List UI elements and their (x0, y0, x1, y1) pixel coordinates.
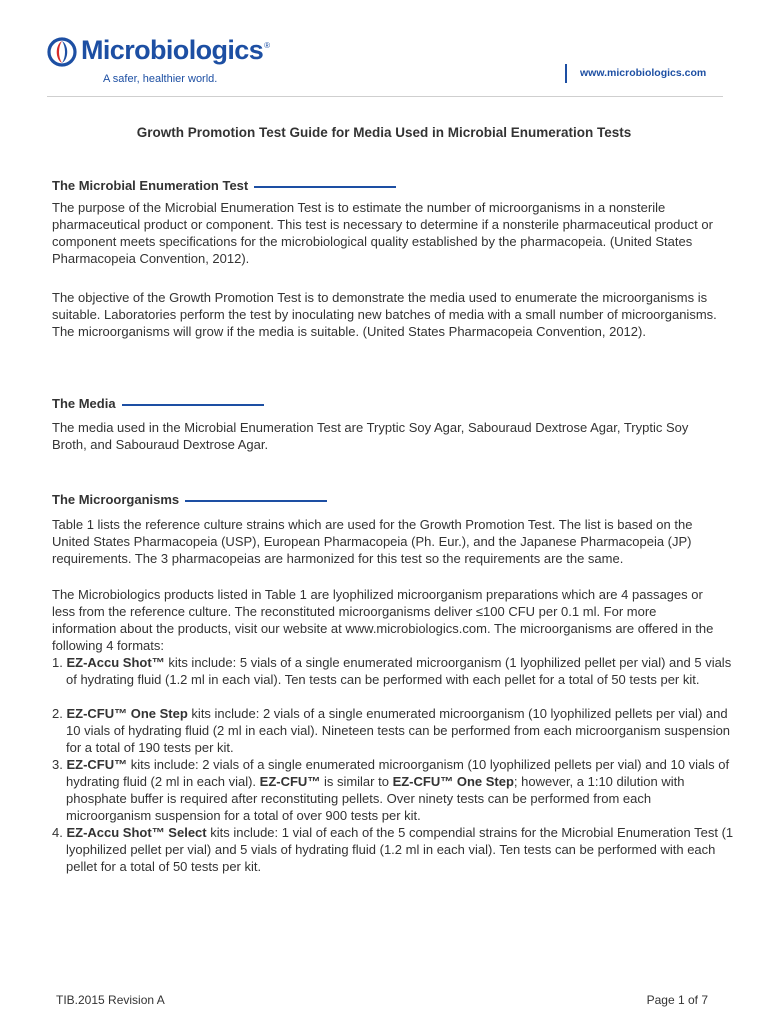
website-link[interactable]: www.microbiologics.com (580, 67, 707, 79)
document-code: TIB.2015 Revision A (56, 993, 165, 1007)
heading-rule (254, 186, 396, 188)
list-item: 1. EZ-Accu Shot™ kits include: 5 vials of a single enumerated microorganism (1 lyophilized pellet per vial) and 5 vials of hydrating fluid (1.2 ml in each vial). Ten tests can be performed with each pellet for a total of 50 tests per kit. (52, 655, 732, 687)
microbiologics-logo-icon (47, 37, 77, 67)
section-heading-enumeration-test: The Microbial Enumeration Test (52, 178, 396, 193)
section-heading-microorganisms: The Microorganisms (52, 492, 327, 507)
list-item: 3. EZ-CFU™ kits include: 2 vials of a single enumerated microorganism (10 lyophilized pellets per vial) and 10 vials of hydrating fluid (2 ml in each vial). EZ-CFU™ is similar to EZ-CFU™ One Step; however, a 1:10 dilution with phosphate buffer is required after reconstituting pellets. Over ninety tests can be performed from each microorganism suspension for a total of over 900 tests per kit. (52, 757, 730, 823)
section-heading-media: The Media (52, 396, 264, 411)
paragraph: Table 1 lists the reference culture strains which are used for the Growth Promotion Test. The list is based on the United States Pharmacopeia (USP), European Pharmacopeia (Ph. Eur.), and the Japanese Pharmacopeia (JP) requirements. The 3 pharmacopeias are harmonized for this test so the requirements are the same. (52, 517, 693, 566)
page-number: Page 1 of 7 (646, 993, 708, 1007)
list-item: 4. EZ-Accu Shot™ Select kits include: 1 vial of each of the 5 compendial strains for the Microbial Enumeration Test (1 lyophilized pellet per vial) and 5 vials of hydrating fluid (1.2 ml in each vial). Ten tests can be performed with each pellet for a total of 50 tests per kit. (52, 825, 734, 874)
heading-rule (185, 500, 327, 502)
header-divider (565, 64, 567, 83)
heading-rule (122, 404, 264, 406)
header-rule (47, 96, 723, 97)
paragraph: The media used in the Microbial Enumeration Test are Tryptic Soy Agar, Sabouraud Dextrose Agar, Tryptic Soy Broth, and Sabouraud Dextrose Agar. (52, 420, 689, 452)
paragraph: The purpose of the Microbial Enumeration Test is to estimate the number of microorganisms in a nonsterile pharmaceutical product or component. This test is necessary to determine if a nonsterile pharmaceutical product or component meets specifications for the microbiological quality established by the pharmacopeia. (United States Pharmacopeia Convention, 2012). (52, 200, 713, 266)
document-title: Growth Promotion Test Guide for Media Used in Microbial Enumeration Tests (136, 125, 632, 140)
list-item: 2. EZ-CFU™ One Step kits include: 2 vials of a single enumerated microorganism (10 lyophilized pellets per vial) and 10 vials of hydrating fluid (2 ml in each vial). Nineteen tests can be performed from each microorganism suspension for a total of 190 tests per kit. (52, 706, 731, 755)
brand-tagline: A safer, healthier world. (103, 73, 218, 85)
brand-name: Microbiologics® (81, 35, 270, 65)
paragraph: The Microbiologics products listed in Table 1 are lyophilized microorganism preparations which are 4 passages or less from the reference culture. The reconstituted microorganisms deliver ≤100 CFU per 0.1 ml. For more information about the products, visit our website at www.microbiologics.com. The microorganisms are offered in the following 4 formats: (52, 587, 714, 653)
paragraph: The objective of the Growth Promotion Test is to demonstrate the media used to enumerate the microorganisms is suitable. Laboratories perform the test by inoculating new batches of media with a small number of microorganisms. The microorganisms will grow if the media is suitable. (United States Pharmacopeia Convention, 2012). (52, 290, 717, 339)
